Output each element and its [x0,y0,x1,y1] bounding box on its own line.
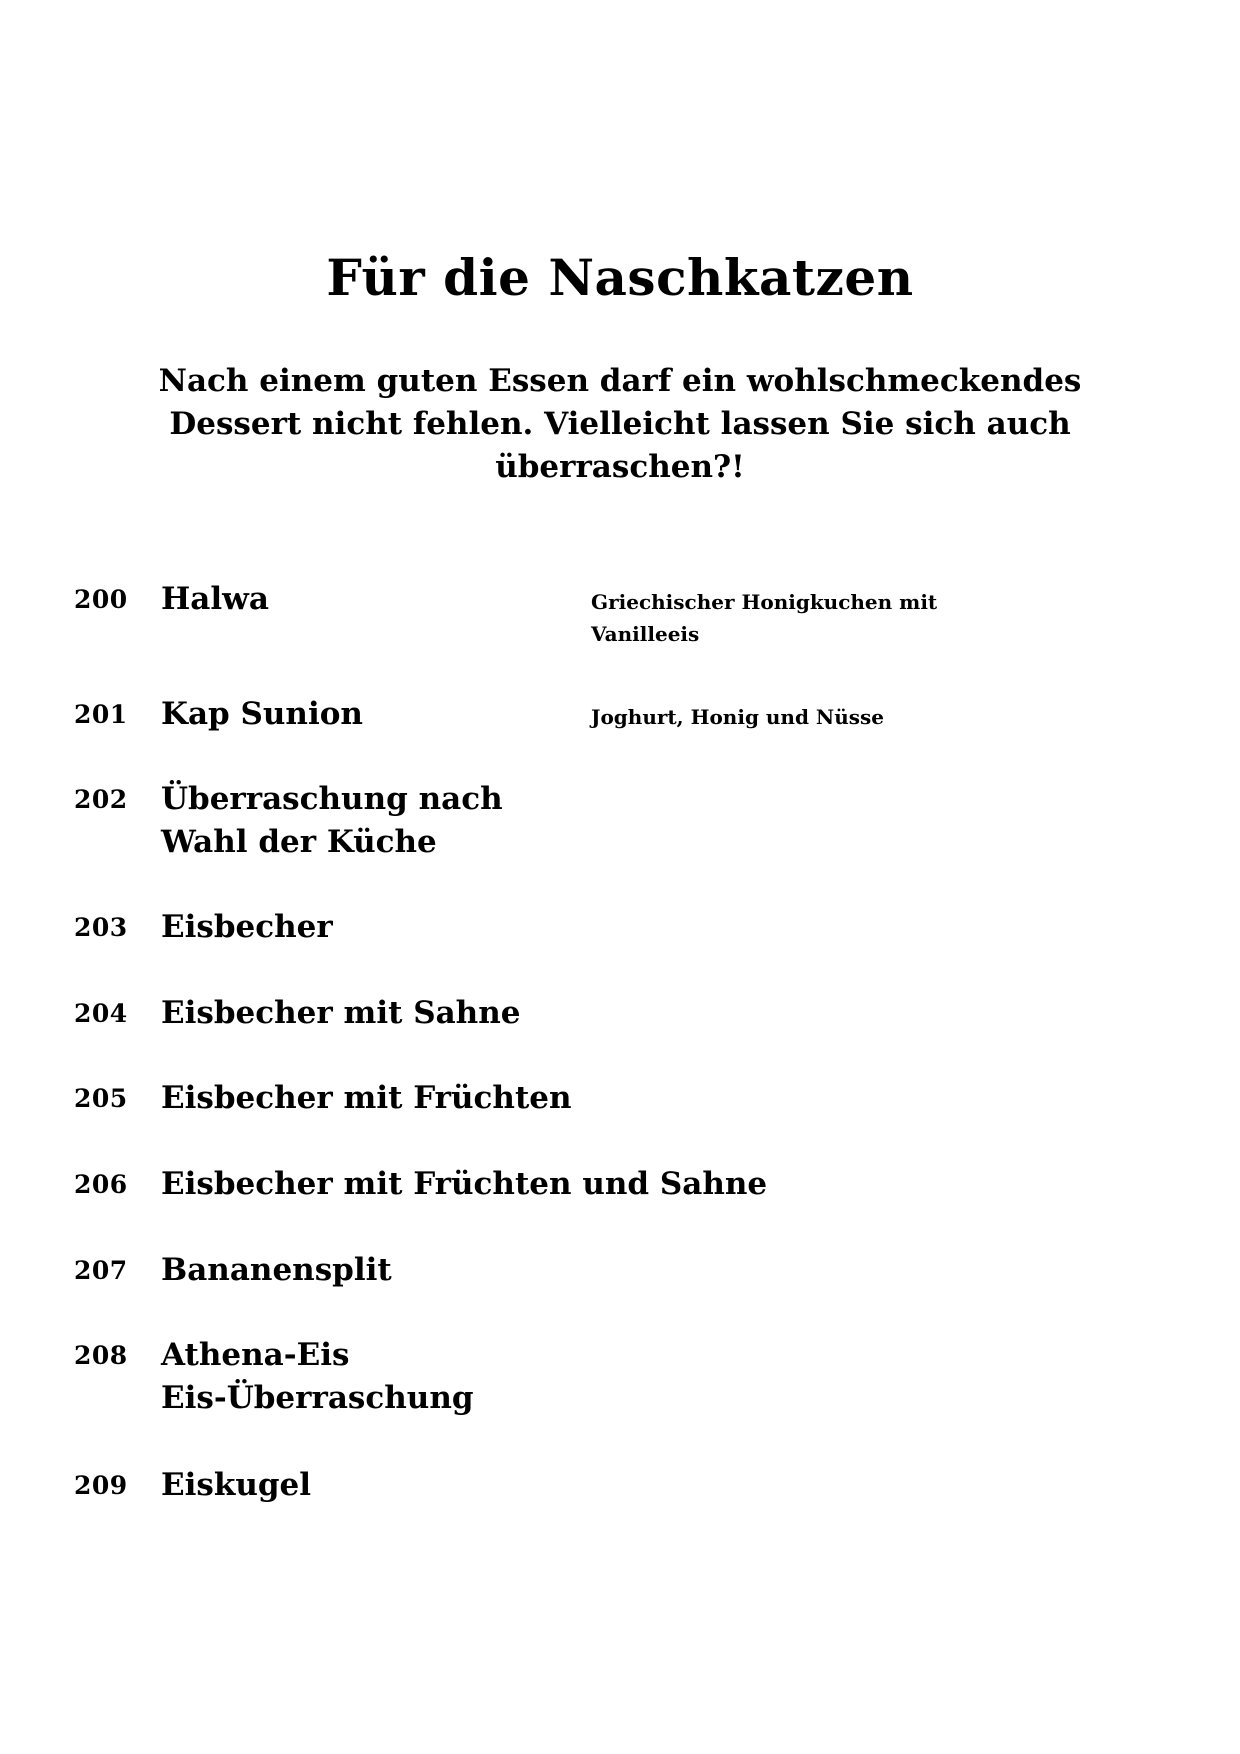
item-name-line: Überraschung nach [161,781,503,817]
item-name [161,1163,768,1206]
item-number: 201 [74,700,128,729]
item-number: 207 [74,1256,128,1285]
item-number: 202 [74,785,128,814]
item-number: 205 [74,1084,128,1113]
item-number: 204 [74,999,128,1028]
page-title: Für die Naschkatzen [326,248,914,307]
item-number: 203 [74,913,128,942]
item-name-line: Eisbecher mit Sahne [161,995,521,1031]
item-number: 208 [74,1341,128,1370]
intro-text [100,360,1140,489]
item-name-line: Eiskugel [161,1467,312,1503]
intro-line: Nach einem guten Essen darf ein wohlschmeckendes [158,363,1082,399]
item-name [161,578,661,621]
intro-line: überraschen?! [495,449,745,485]
item-name [161,693,661,736]
item-name-line: Eis-Überraschung [161,1380,474,1416]
item-name-line: Kap Sunion [161,696,363,732]
item-name [161,1077,661,1120]
item-description: Griechischer Honigkuchen mit Vanilleeis [591,590,938,646]
item-number: 200 [74,585,128,614]
item-name-line: Halwa [161,581,269,617]
intro-line: Dessert nicht fehlen. Vielleicht lassen Sie sich auch [169,406,1071,442]
item-description: Joghurt, Honig und Nüsse [591,705,884,729]
item-name [161,992,661,1035]
item-name-line: Wahl der Küche [161,824,437,860]
item-name [161,906,661,949]
item-name [161,1464,661,1507]
item-number: 206 [74,1170,128,1199]
item-name [161,1334,661,1420]
item-name-line: Bananensplit [161,1252,392,1288]
item-name [161,1249,661,1292]
item-name-line: Athena-Eis [161,1337,350,1373]
item-number: 209 [74,1471,128,1500]
item-name-line: Eisbecher mit Früchten und Sahne [161,1166,768,1202]
item-name-line: Eisbecher mit Früchten [161,1080,572,1116]
item-name-line: Eisbecher [161,909,333,945]
item-name [161,778,661,864]
